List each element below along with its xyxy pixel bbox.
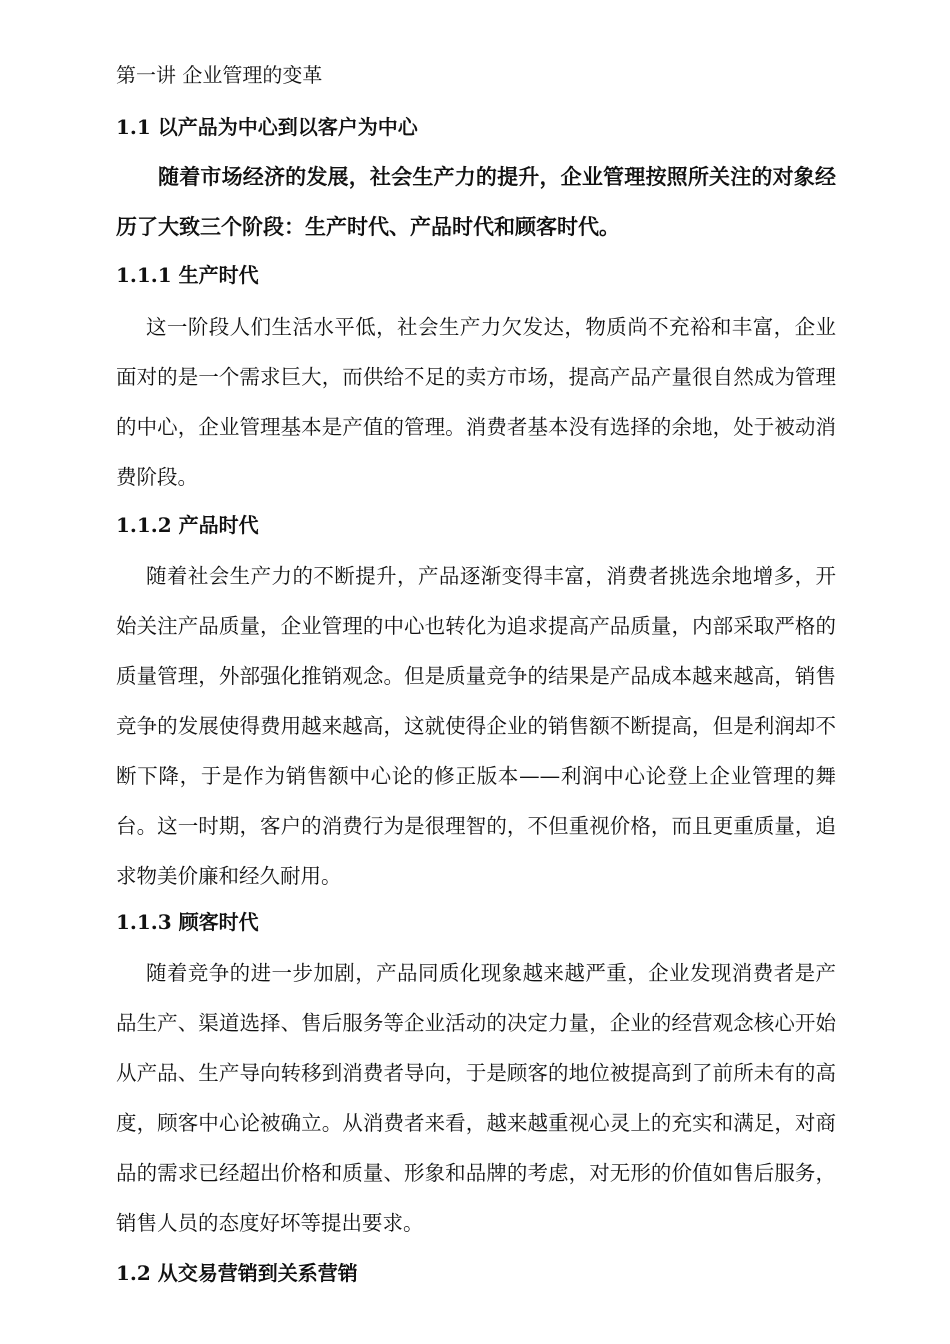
section-1-1-3-heading: 1.1.3 顾客时代 [116, 910, 259, 934]
document-title: 第一讲 企业管理的变革 [116, 63, 323, 87]
section-1-1-2-body: 随着社会生产力的不断提升，产品逐渐变得丰富，消费者挑选余地增多，开始关注产品质量，企业管理的中心也转化为追求提高产品质量，内部采取严格的质量管理，外部强化推销观念。但是质量竞争的结果是产品成本越来越高，销售竞争的发展使得费用越来越高，这就使得企业的销售额不断提高，但是利润却不断下降，于是作为销售额中心论的修正版本——利润中心论登上企业管理的舞台。这一时期，客户的消费行为是很理智的，不但重视价格，而且更重质量，追求物美价廉和经久耐用。 [116, 564, 836, 888]
section-1-1-intro: 随着市场经济的发展，社会生产力的提升，企业管理按照所关注的对象经历了大致三个阶段：生产时代、产品时代和顾客时代。 [116, 164, 836, 239]
section-1-1-2-heading: 1.1.2 产品时代 [116, 513, 259, 537]
section-1-1-1-heading: 1.1.1 生产时代 [116, 263, 259, 287]
section-1-1-1-body: 这一阶段人们生活水平低，社会生产力欠发达，物质尚不充裕和丰富，企业面对的是一个需求巨大，而供给不足的卖方市场，提高产品产量很自然成为管理的中心，企业管理基本是产值的管理。消费者基本没有选择的余地，处于被动消费阶段。 [116, 315, 836, 489]
section-1-1-3-body: 随着竞争的进一步加剧，产品同质化现象越来越严重，企业发现消费者是产品生产、渠道选择、售后服务等企业活动的决定力量，企业的经营观念核心开始从产品、生产导向转移到消费者导向，于是顾客的地位被提高到了前所未有的高度，顾客中心论被确立。从消费者来看，越来越重视心灵上的充实和满足，对商品的需求已经超出价格和质量、形象和品牌的考虑，对无形的价值如售后服务，销售人员的态度好坏等提出要求。 [116, 961, 836, 1235]
section-1-2-heading: 1.2 从交易营销到关系营销 [116, 1261, 358, 1285]
section-1-1-heading: 1.1 以产品为中心到以客户为中心 [116, 115, 418, 139]
